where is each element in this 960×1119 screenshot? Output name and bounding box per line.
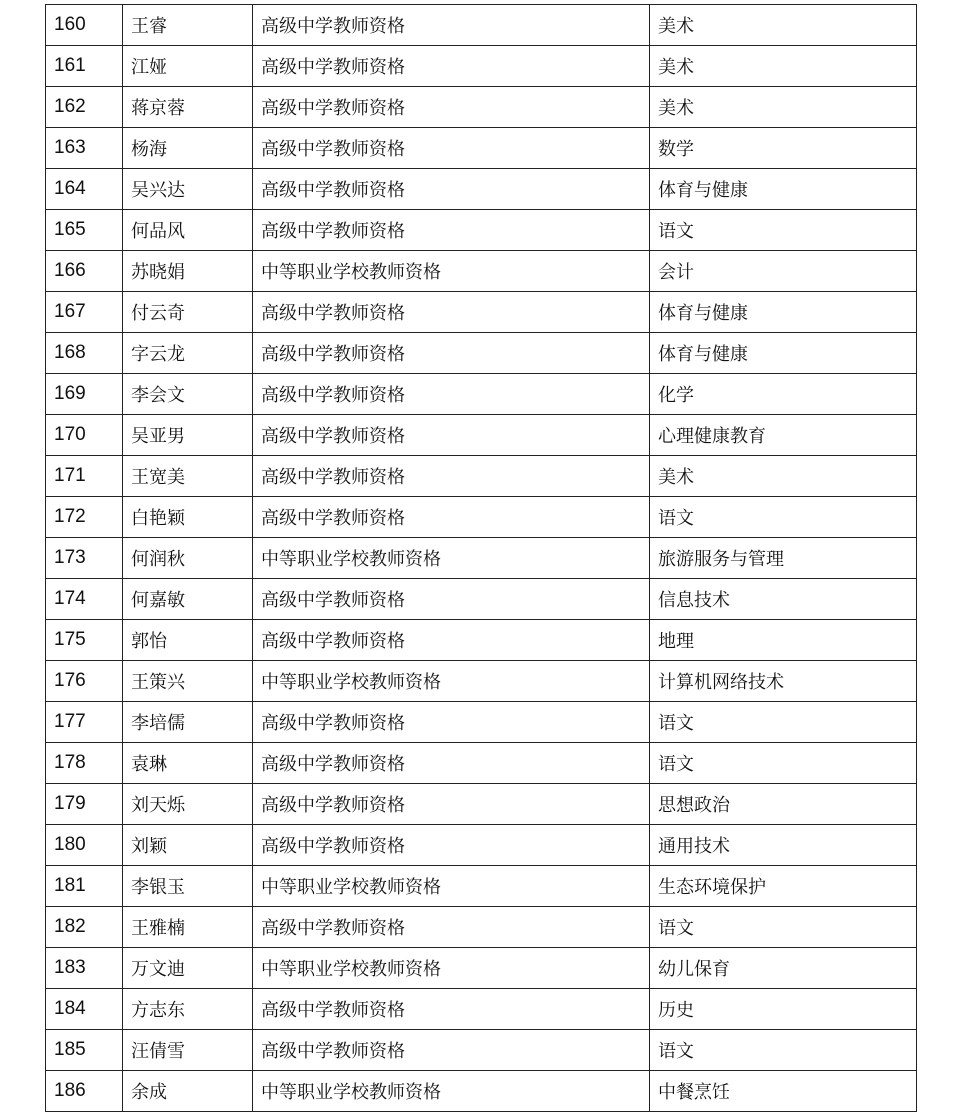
table-row [46,989,917,1030]
row-number: 168 [46,333,123,374]
subject: 语文 [650,907,917,948]
qualification-type: 高级中学教师资格 [253,907,650,948]
subject: 中餐烹饪 [650,1071,917,1112]
row-number: 167 [46,292,123,333]
teacher-name: 李培儒 [123,702,253,743]
table-row [46,702,917,743]
subject: 美术 [650,87,917,128]
teacher-name: 字云龙 [123,333,253,374]
subject: 数学 [650,128,917,169]
table-row [46,251,917,292]
qualification-type: 高级中学教师资格 [253,87,650,128]
row-number: 182 [46,907,123,948]
table-row [46,1071,917,1112]
subject: 历史 [650,989,917,1030]
teacher-name: 李银玉 [123,866,253,907]
row-number: 174 [46,579,123,620]
teacher-name: 李会文 [123,374,253,415]
qualification-type: 高级中学教师资格 [253,5,650,46]
row-number: 164 [46,169,123,210]
qualification-type: 高级中学教师资格 [253,825,650,866]
teacher-name: 刘颖 [123,825,253,866]
subject: 语文 [650,743,917,784]
teacher-name: 王雅楠 [123,907,253,948]
teacher-name: 王宽美 [123,456,253,497]
subject: 思想政治 [650,784,917,825]
subject: 信息技术 [650,579,917,620]
subject: 旅游服务与管理 [650,538,917,579]
teacher-name: 吴兴达 [123,169,253,210]
row-number: 166 [46,251,123,292]
table-row [46,1030,917,1071]
teacher-name: 苏晓娟 [123,251,253,292]
qualification-type: 高级中学教师资格 [253,169,650,210]
table-row [46,5,917,46]
table-row [46,620,917,661]
subject: 美术 [650,46,917,87]
qualification-type: 高级中学教师资格 [253,333,650,374]
teacher-name: 何润秋 [123,538,253,579]
row-number: 175 [46,620,123,661]
subject: 幼儿保育 [650,948,917,989]
table-row [46,866,917,907]
subject: 体育与健康 [650,169,917,210]
teacher-name: 万文迪 [123,948,253,989]
row-number: 184 [46,989,123,1030]
row-number: 180 [46,825,123,866]
table-row [46,415,917,456]
qualification-type: 高级中学教师资格 [253,497,650,538]
row-number: 172 [46,497,123,538]
qualification-type: 中等职业学校教师资格 [253,661,650,702]
qualification-type: 高级中学教师资格 [253,620,650,661]
table-row [46,128,917,169]
teacher-name: 杨海 [123,128,253,169]
table-row [46,743,917,784]
row-number: 169 [46,374,123,415]
table-row [46,456,917,497]
qualification-type: 高级中学教师资格 [253,46,650,87]
subject: 计算机网络技术 [650,661,917,702]
qualification-type: 高级中学教师资格 [253,1030,650,1071]
subject: 语文 [650,702,917,743]
table-row [46,374,917,415]
row-number: 176 [46,661,123,702]
table-row [46,333,917,374]
row-number: 173 [46,538,123,579]
qualification-type: 高级中学教师资格 [253,128,650,169]
qualification-type: 中等职业学校教师资格 [253,866,650,907]
row-number: 183 [46,948,123,989]
subject: 地理 [650,620,917,661]
subject: 语文 [650,497,917,538]
qualification-type: 高级中学教师资格 [253,989,650,1030]
table-row [46,46,917,87]
teacher-name: 余成 [123,1071,253,1112]
row-number: 163 [46,128,123,169]
qualification-type: 高级中学教师资格 [253,415,650,456]
qualification-type: 高级中学教师资格 [253,210,650,251]
teacher-name: 刘天烁 [123,784,253,825]
qualification-type: 高级中学教师资格 [253,702,650,743]
subject: 美术 [650,5,917,46]
qualification-type: 高级中学教师资格 [253,784,650,825]
teacher-name: 白艳颖 [123,497,253,538]
qualification-type: 中等职业学校教师资格 [253,251,650,292]
teacher-name: 付云奇 [123,292,253,333]
subject: 心理健康教育 [650,415,917,456]
qualification-type: 高级中学教师资格 [253,456,650,497]
row-number: 162 [46,87,123,128]
subject: 美术 [650,456,917,497]
table-row [46,292,917,333]
teacher-name: 吴亚男 [123,415,253,456]
subject: 体育与健康 [650,292,917,333]
teacher-name: 汪倩雪 [123,1030,253,1071]
qualification-type: 高级中学教师资格 [253,579,650,620]
subject: 通用技术 [650,825,917,866]
teacher-name: 何品风 [123,210,253,251]
roster-body [46,5,917,1112]
table-row [46,784,917,825]
row-number: 160 [46,5,123,46]
row-number: 186 [46,1071,123,1112]
row-number: 181 [46,866,123,907]
row-number: 179 [46,784,123,825]
roster-table [45,4,917,1112]
qualification-type: 高级中学教师资格 [253,292,650,333]
subject: 化学 [650,374,917,415]
table-row [46,579,917,620]
subject: 语文 [650,1030,917,1071]
table-row [46,169,917,210]
qualification-type: 高级中学教师资格 [253,743,650,784]
table-row [46,948,917,989]
qualification-type: 中等职业学校教师资格 [253,1071,650,1112]
subject: 生态环境保护 [650,866,917,907]
row-number: 178 [46,743,123,784]
row-number: 171 [46,456,123,497]
teacher-name: 王策兴 [123,661,253,702]
table-row [46,87,917,128]
table-row [46,497,917,538]
row-number: 161 [46,46,123,87]
subject: 会计 [650,251,917,292]
teacher-name: 江娅 [123,46,253,87]
teacher-name: 何嘉敏 [123,579,253,620]
table-row [46,661,917,702]
qualification-type: 中等职业学校教师资格 [253,538,650,579]
table-row [46,825,917,866]
qualification-type: 高级中学教师资格 [253,374,650,415]
row-number: 165 [46,210,123,251]
row-number: 177 [46,702,123,743]
teacher-name: 王睿 [123,5,253,46]
subject: 语文 [650,210,917,251]
teacher-name: 蒋京蓉 [123,87,253,128]
table-row [46,907,917,948]
subject: 体育与健康 [650,333,917,374]
table-row [46,538,917,579]
teacher-name: 方志东 [123,989,253,1030]
table-row [46,210,917,251]
teacher-name: 袁琳 [123,743,253,784]
qualification-type: 中等职业学校教师资格 [253,948,650,989]
row-number: 185 [46,1030,123,1071]
teacher-name: 郭怡 [123,620,253,661]
row-number: 170 [46,415,123,456]
